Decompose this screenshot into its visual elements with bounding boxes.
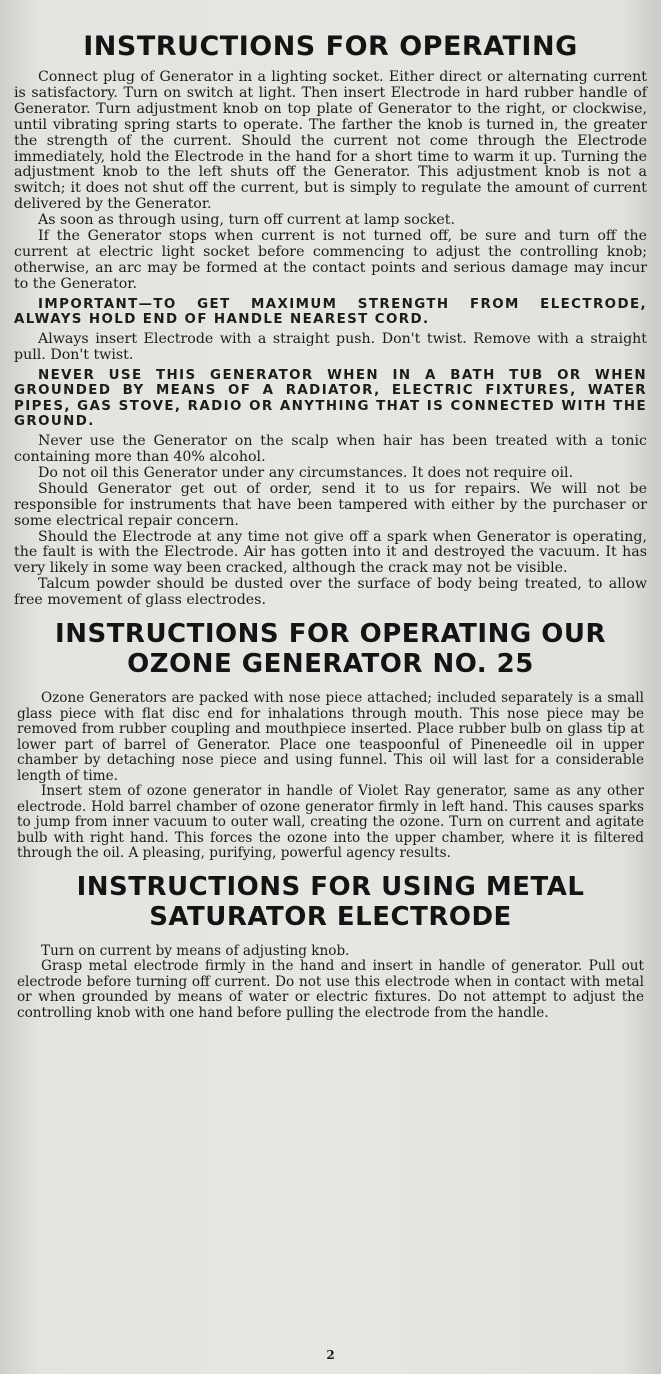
page-number: 2 [326,1348,335,1362]
title-line: INSTRUCTIONS FOR OPERATING OUR [55,619,606,650]
section-title-metal-saturator [14,872,647,932]
section-metal-saturator-body [14,944,647,1022]
title-line: OZONE GENERATOR NO. 25 [127,649,534,680]
paragraph: Turn on current by means of adjusting knob. [41,942,350,959]
paragraph: Connect plug of Generator in a lighting socket. Either direct or alternating current is satisfactory. Turn on switch at light. Then insert Electrode in hard rubber handle of Generator. Turn adjustment knob on top plate of Generator to the right, or clockwise, until vibrating spring starts to operate. The farther the knob is turned in, the greater the strength of the current. Should the current not come through the Electrode immediately, hold the Electrode in the hand for a short time to warm it up. Turning the adjustment knob to the left shuts off the Generator. This adjustment knob is not a switch; it does not shut off the current, but is simply to regulate the amount of current delivered by the Generator. [14,69,647,213]
section-operating-body [14,70,647,609]
paragraph: Insert stem of ozone generator in handle of Violet Ray generator, same as any other electrode. Hold barrel chamber of ozone generator firmly in left hand. This causes sparks to jump from inner vacuum to outer wall, creating the ozone. Turn on current and agitate bulb with right hand. This forces the ozone into the upper chamber, where it is filtered through the oil. A pleasing, purifying, powerful agency results. [17,783,644,862]
title-line: INSTRUCTIONS FOR USING METAL [76,871,585,902]
important-notice: IMPORTANT—TO GET MAXIMUM STRENGTH FROM ELECTRODE, ALWAYS HOLD END OF HANDLE NEAREST CORD. [14,296,647,328]
paragraph: As soon as through using, turn off current at lamp socket. [38,212,455,229]
paragraph: Should the Electrode at any time not give off a spark when Generator is operating, the fault is with the Electrode. Air has gotten into it and destroyed the vacuum. It has very likely in some way been cracked, although the crack may not be visible. [14,528,647,577]
paragraph: Always insert Electrode with a straight push. Don't twist. Remove with a straight pull. Don't twist. [14,330,647,363]
paragraph: Ozone Generators are packed with nose piece attached; included separately is a small glass piece with flat disc end for inhalations through mouth. This nose piece may be removed from rubber coupling and mouthpiece inserted. Place rubber bulb on glass tip at lower part of barrel of Generator. Place one teaspoonful of Pineneedle oil in upper chamber by detaching nose piece and using funnel. This oil will last for a considerable length of time. [17,690,644,784]
section-title-operating: INSTRUCTIONS FOR OPERATING [83,31,578,62]
paragraph: If the Generator stops when current is not turned off, be sure and turn off the current at electric light socket before commencing to adjust the controlling knob; otherwise, an arc may be formed at the contact points and serious damage may incur to the Generator. [14,228,647,292]
paragraph: Talcum powder should be dusted over the surface of body being treated, to allow free movement of glass electrodes. [14,576,647,609]
paragraph: Should Generator get out of order, send it to us for repairs. We will not be responsible for instruments that have been tampered with either by the purchaser or some electrical repair concern. [14,480,647,529]
paragraph: Grasp metal electrode firmly in the hand and insert in handle of generator. Pull out electrode before turning off current. Do not use this electrode when in contact with metal or when grounded by means of water or electric fixtures. Do not attempt to adjust the controlling knob with one hand before pulling the electrode from the handle. [17,958,644,1021]
paragraph: Never use the Generator on the scalp when hair has been treated with a tonic containing more than 40% alcohol. [14,433,647,465]
section-ozone-body [14,691,647,862]
section-title-ozone [14,619,647,679]
warning-notice: NEVER USE THIS GENERATOR WHEN IN A BATH TUB OR WHEN GROUNDED BY MEANS OF A RADIATOR, ELECTRIC FIXTURES, WATER PIPES, GAS STOVE, RADIO OR ANYTHING THAT IS CONNECTED WITH THE GROUND. [14,367,647,430]
title-line: SATURATOR ELECTRODE [149,901,512,932]
paragraph: Do not oil this Generator under any circumstances. It does not require oil. [38,464,574,481]
